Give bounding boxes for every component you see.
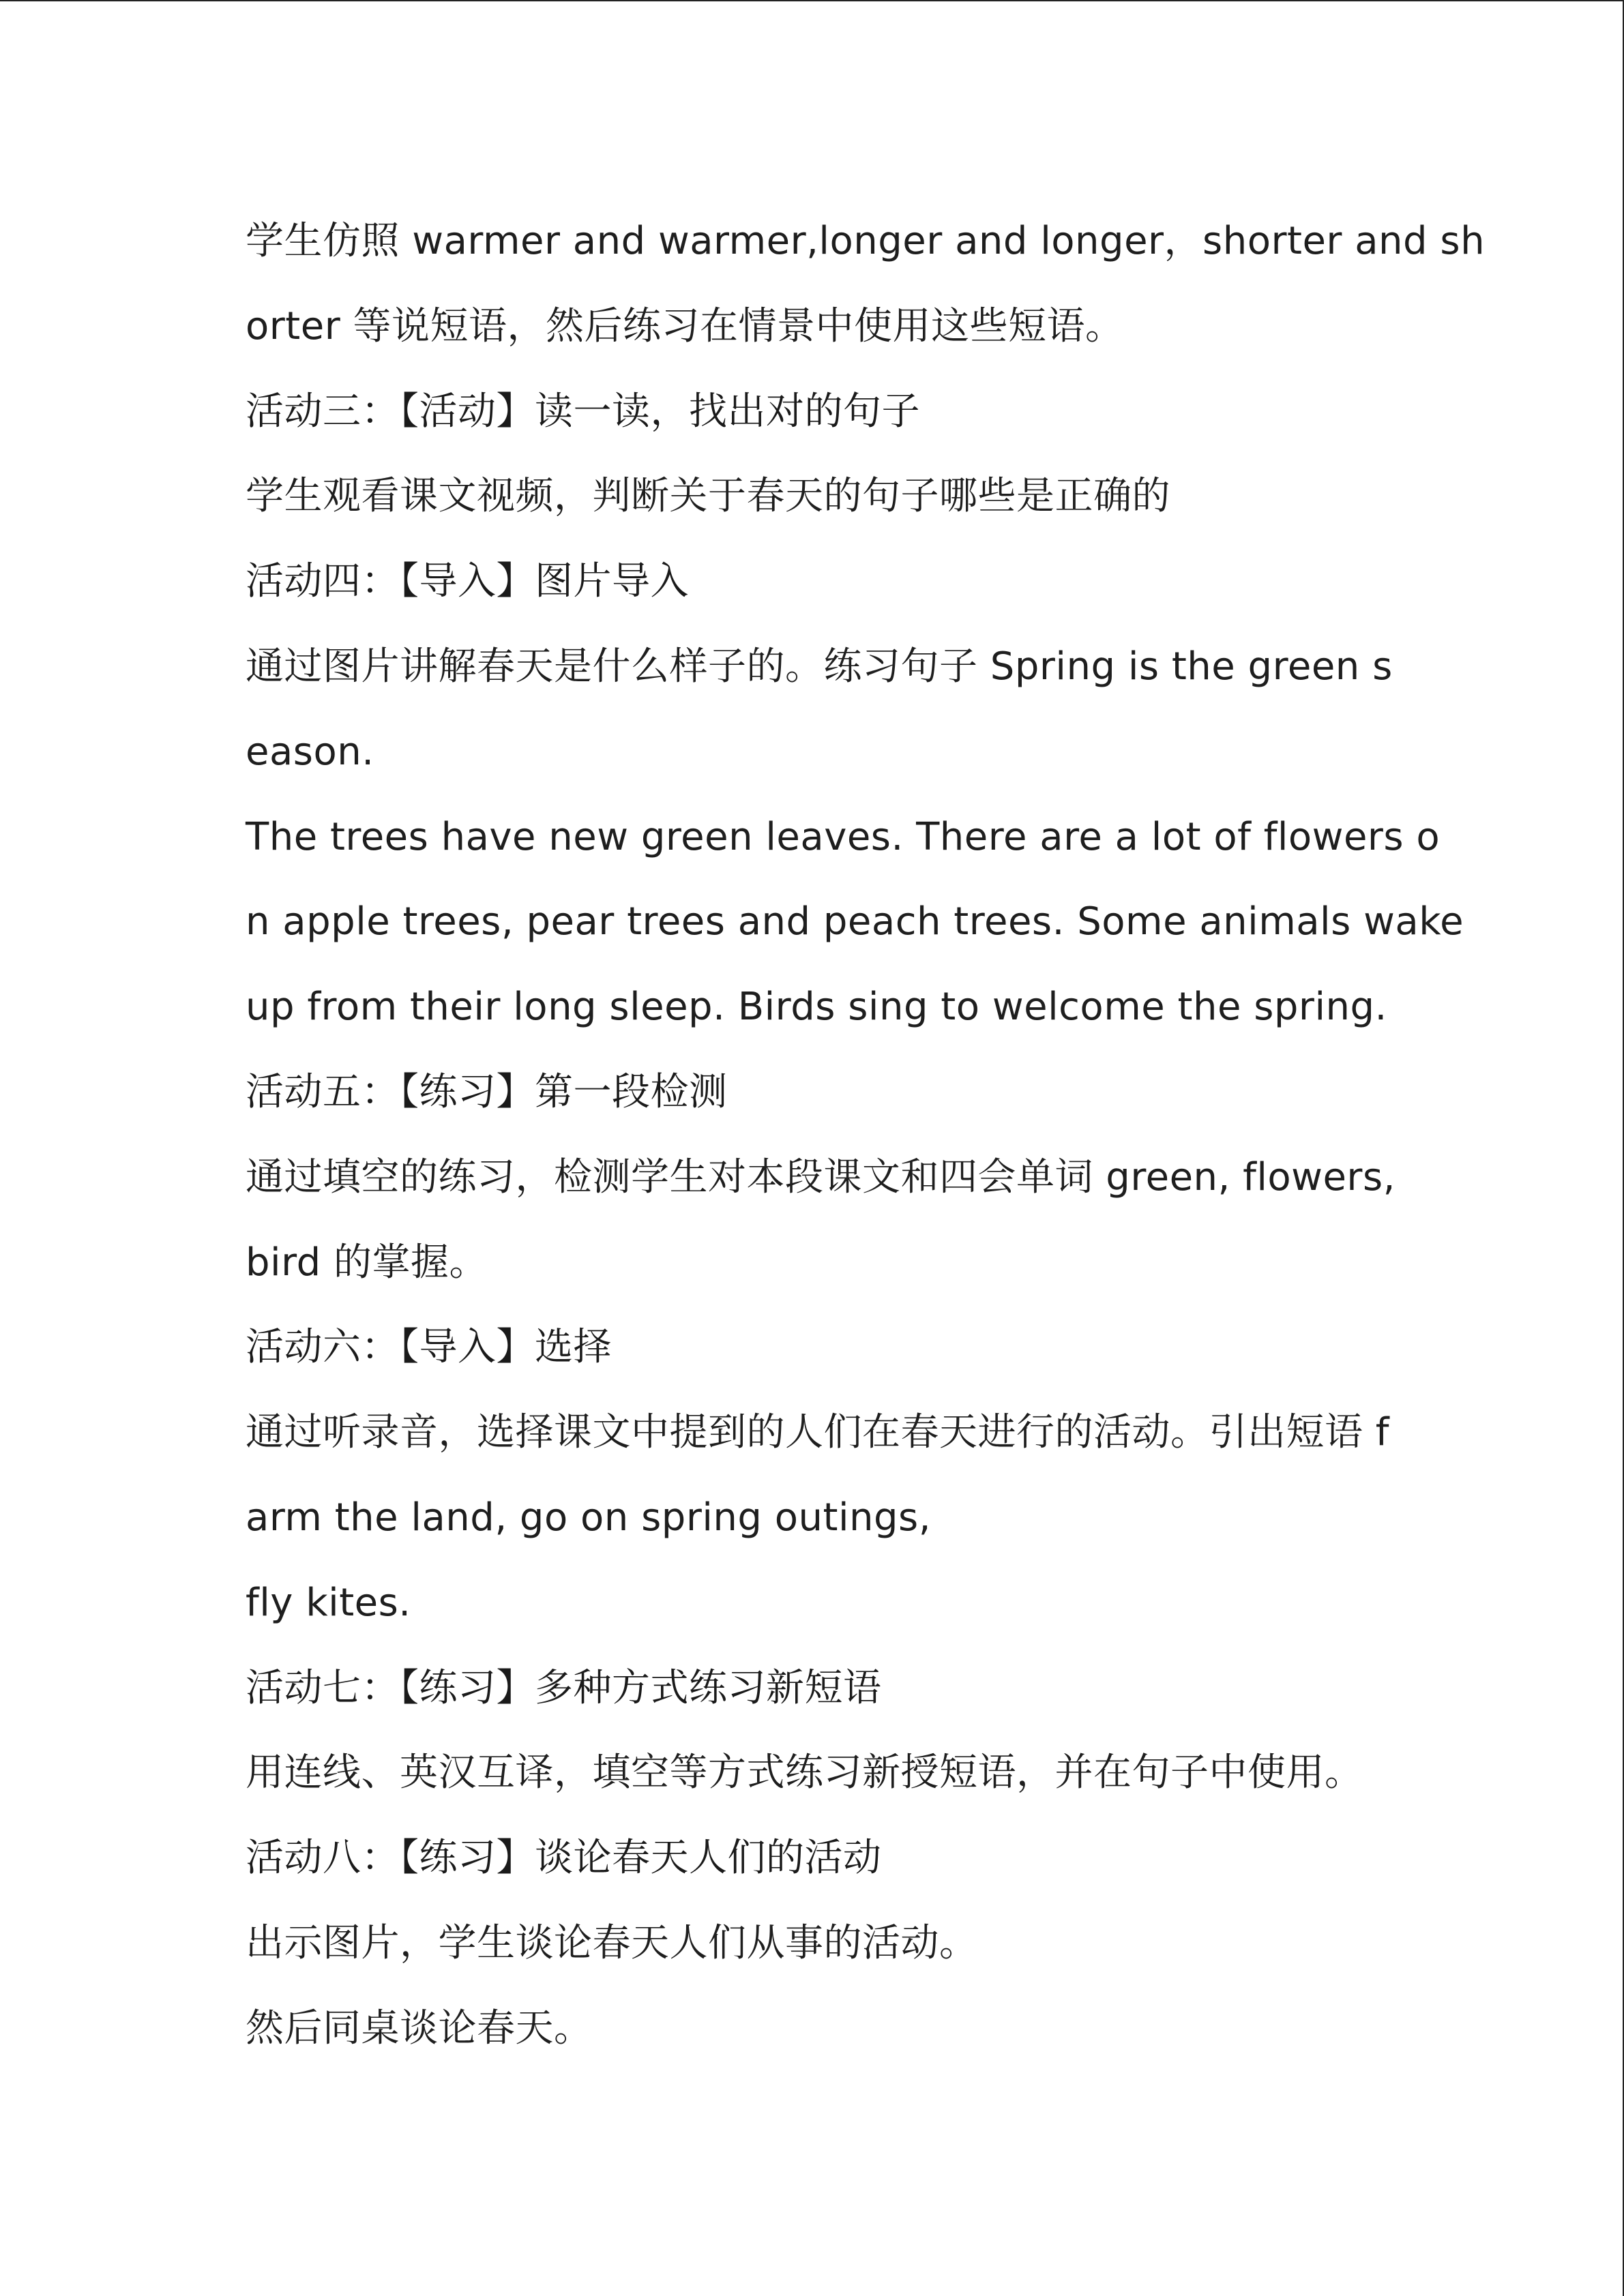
paragraph-line: bird 的掌握。 [246,1240,488,1285]
paragraph-line: up from their long sleep. Birds sing to welcome the spring. [246,985,1387,1030]
paragraph-line: 然后同桌谈论春天。 [246,2006,593,2051]
paragraph-line: 学生仿照 warmer and warmer,longer and longer，shorter and sh [246,219,1486,263]
paragraph-line: arm the land, go on spring outings, [246,1495,932,1540]
activity-heading: 活动三：【活动】读一读，找出对的句子 [246,389,920,434]
activity-heading: 活动八：【练习】谈论春天人们的活动 [246,1836,882,1881]
paragraph-line: eason. [246,729,374,774]
activity-heading: 活动六：【导入】选择 [246,1325,612,1370]
paragraph-line: fly kites. [246,1580,411,1625]
paragraph-line: n apple trees, pear trees and peach trees. Some animals wake [246,899,1464,944]
paragraph-line: 用连线、英汉互译，填空等方式练习新授短语，并在句子中使用。 [246,1750,1363,1795]
activity-heading: 活动七：【练习】多种方式练习新短语 [246,1665,882,1710]
paragraph-line: 通过填空的练习，检测学生对本段课文和四会单词 green, flowers, [246,1154,1396,1199]
paragraph-line: 通过听录音，选择课文中提到的人们在春天进行的活动。引出短语 f [246,1410,1390,1455]
document-body [246,206,1486,2078]
paragraph-line: 学生观看课文视频，判断关于春天的句子哪些是正确的 [246,474,1170,519]
paragraph-line: orter 等说短语，然后练习在情景中使用这些短语。 [246,303,1124,348]
activity-heading: 活动四：【导入】图片导入 [246,559,689,604]
paragraph-line: 通过图片讲解春天是什么样子的。练习句子 Spring is the green s [246,644,1393,689]
paragraph-line: 出示图片，学生谈论春天人们从事的活动。 [246,1920,978,1965]
activity-heading: 活动五：【练习】第一段检测 [246,1069,728,1114]
paragraph-line: The trees have new green leaves. There are a lot of flowers o [246,814,1441,859]
